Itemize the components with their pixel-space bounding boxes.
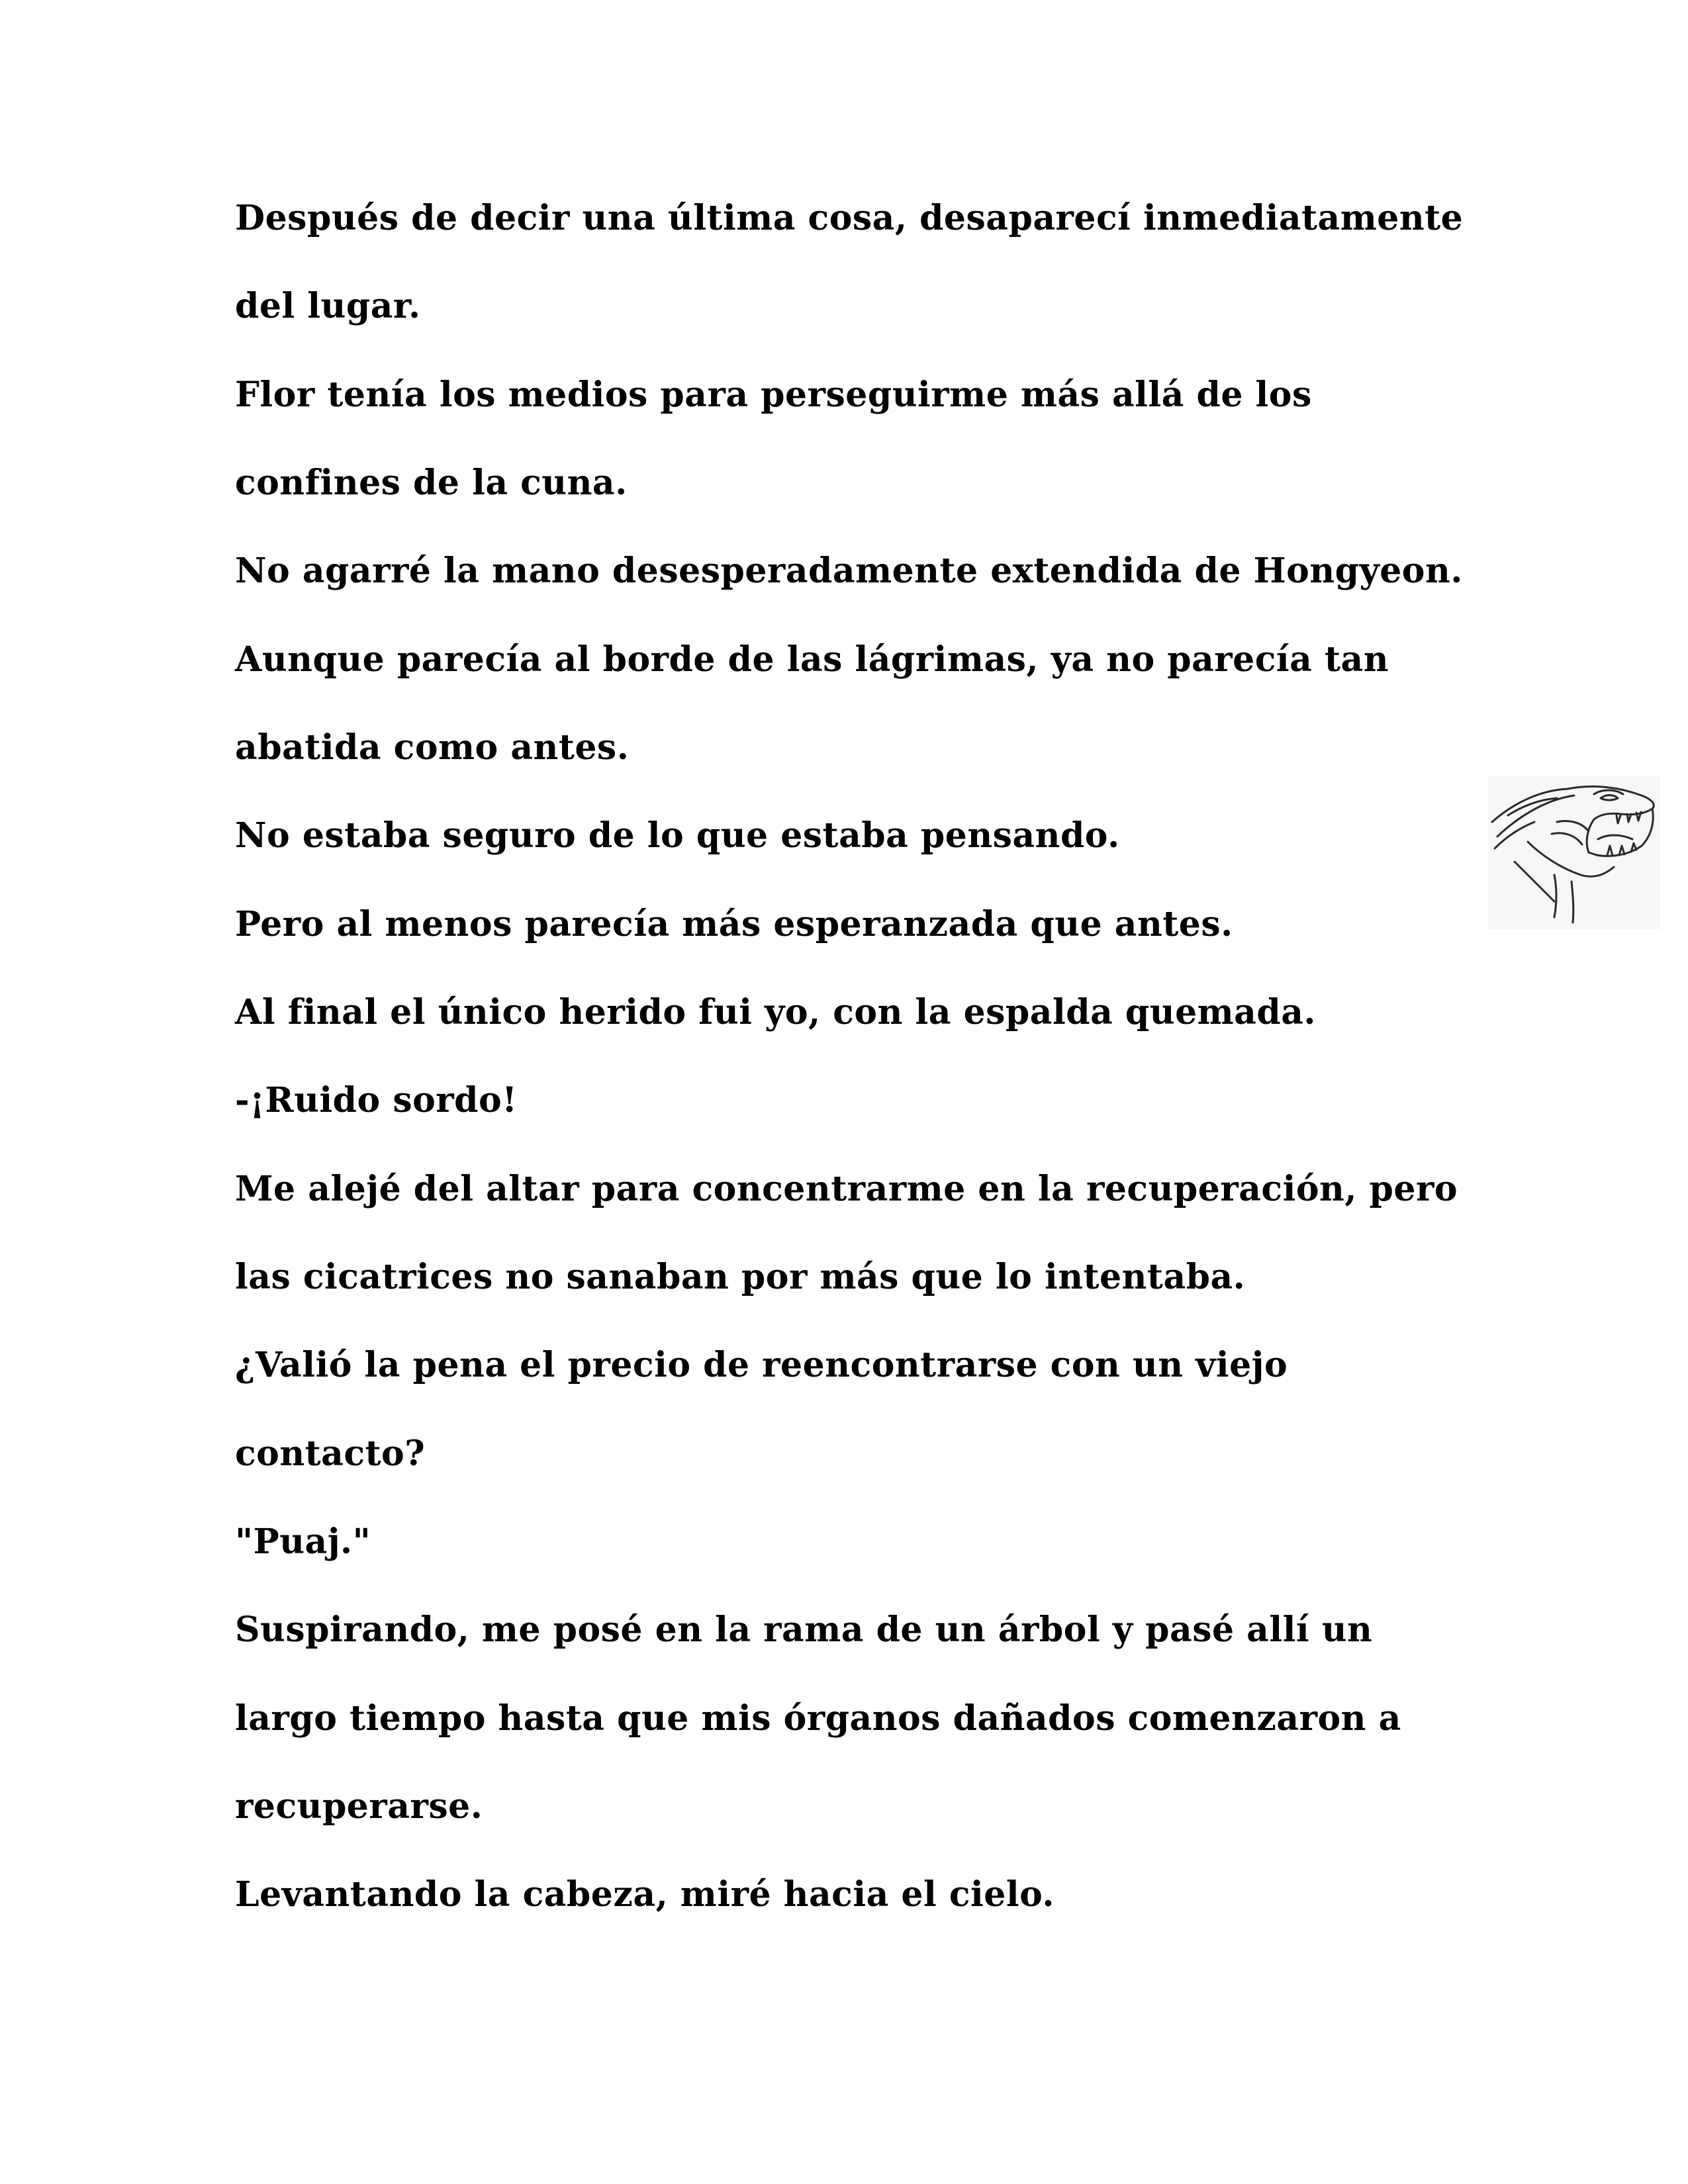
text-line-5: No agarré la mano desesperadamente extendida de Hongyeon. [235,551,1463,591]
text-line-12: Me alejé del altar para concentrarme en la recuperación, pero [235,1169,1458,1209]
text-line-6: Aunque parecía al borde de las lágrimas, ya no parecía tan [235,639,1389,680]
dinosaur-head-sketch-icon [1488,776,1660,929]
text-line-16: "Puaj." [235,1522,371,1562]
text-line-2: del lugar. [235,286,421,326]
text-line-8: No estaba seguro de lo que estaba pensando. [235,815,1120,856]
text-line-9: Pero al menos parecía más esperanzada que antes. [235,904,1233,944]
text-line-10: Al final el único herido fui yo, con la espalda quemada. [235,992,1317,1032]
text-line-14: ¿Valió la pena el precio de reencontrarse con un viejo [235,1345,1288,1385]
text-line-18: largo tiempo hasta que mis órganos dañados comenzaron a [235,1698,1401,1739]
text-line-3: Flor tenía los medios para perseguirme más allá de los [235,375,1312,415]
text-line-20: Levantando la cabeza, miré hacia el cielo. [235,1874,1055,1915]
text-line-7: abatida como antes. [235,727,630,768]
text-line-15: contacto? [235,1433,426,1474]
text-line-19: recuperarse. [235,1786,483,1827]
text-line-4: confines de la cuna. [235,463,628,503]
text-line-1: Después de decir una última cosa, desaparecí inmediatamente [235,198,1464,238]
text-line-11: -¡Ruido sordo! [235,1080,518,1120]
text-line-13: las cicatrices no sanaban por más que lo intentaba. [235,1257,1246,1297]
text-line-17: Suspirando, me posé en la rama de un árbol y pasé allí un [235,1610,1373,1650]
